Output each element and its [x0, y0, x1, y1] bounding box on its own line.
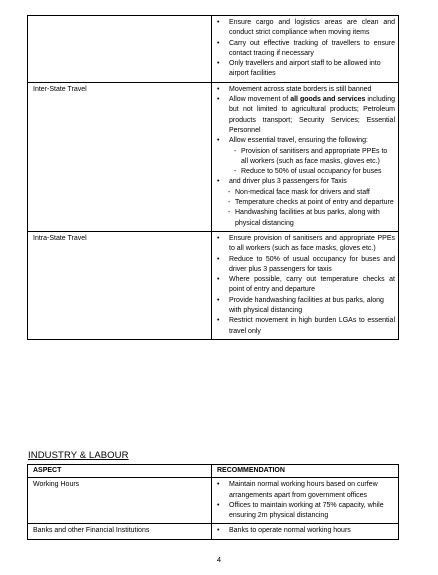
recommendation-cell: [212, 478, 399, 524]
sub-list-item: - Handwashing facilities at bus parks, along with physical distancing: [215, 208, 395, 229]
table-row: [28, 82, 399, 231]
continuation-text: • and driver plus 3 passengers for Taxis: [215, 177, 395, 187]
table-header-row: [28, 465, 399, 478]
list-item: • Where possible, carry out temperature checks at point of entry and departure: [215, 275, 395, 296]
aspect-cell: [28, 16, 212, 83]
page-number: 4: [216, 555, 222, 564]
list-item: • Carry out effective tracking of travellers to ensure contact tracing if necessary: [215, 39, 395, 60]
allow-bold-text: all goods and services: [290, 96, 366, 104]
table-row: [28, 16, 399, 83]
list-item: • Restrict movement in high burden LGAs to essential travel only: [215, 316, 395, 337]
aspect-cell: Inter-State Travel: [28, 82, 212, 231]
allow-text-continued: including but not limited to agricultural products; Petroleum products transport; Security Services; Essential Personnel: [229, 96, 395, 134]
allow-text: Allow movement of: [229, 96, 291, 104]
list-item: [215, 95, 395, 136]
column-header-aspect: ASPECT: [28, 465, 212, 478]
recommendation-cell: [212, 524, 399, 539]
list-item: • Reduce to 50% of usual occupancy for buses and driver plus 3 passengers for taxis: [215, 255, 395, 276]
sub-list-item: - Provision of sanitisers and appropriate PPEs to all workers (such as face masks, gloves etc.): [215, 147, 395, 168]
list-item: • Allow essential travel, ensuring the following:: [215, 136, 395, 146]
aspect-cell: Working Hours: [28, 478, 212, 524]
list-item: • Ensure provision of sanitisers and appropriate PPEs to all workers (such as face masks, gloves etc.): [215, 234, 395, 255]
list-item: • Only travellers and airport staff to be allowed into airport facilities: [215, 59, 395, 80]
list-item: • Offices to maintain working at 75% capacity, while ensuring 2m physical distancing: [215, 501, 395, 522]
recommendation-cell: [212, 231, 399, 339]
sub-list-item: - Reduce to 50% of usual occupancy for buses: [215, 167, 395, 177]
table-row: [28, 478, 399, 524]
recommendation-cell: [212, 16, 399, 83]
list-item: • Ensure cargo and logistics areas are clean and conduct strict compliance when moving items: [215, 18, 395, 39]
list-item: • Maintain normal working hours based on curfew arrangements apart from government offices: [215, 480, 395, 501]
list-item: • Movement across state borders is still banned: [215, 85, 395, 95]
industry-labour-table: [27, 464, 399, 540]
list-item: • Provide handwashing facilities at bus parks, along with physical distancing: [215, 296, 395, 317]
recommendation-cell: [212, 82, 399, 231]
table-row: [28, 231, 399, 339]
travel-recommendations-table: [27, 15, 399, 340]
list-item: • Banks to operate normal working hours: [215, 526, 395, 536]
sub-list-item: - Temperature checks at point of entry and departure: [215, 198, 395, 208]
aspect-cell: Banks and other Financial Institutions: [28, 524, 212, 539]
section-heading: INDUSTRY & LABOUR: [28, 450, 129, 461]
sub-list-item: - Non-medical face mask for drivers and staff: [215, 188, 395, 198]
column-header-recommendation: RECOMMENDATION: [212, 465, 399, 478]
table-row: [28, 524, 399, 539]
aspect-cell: Intra-State Travel: [28, 231, 212, 339]
